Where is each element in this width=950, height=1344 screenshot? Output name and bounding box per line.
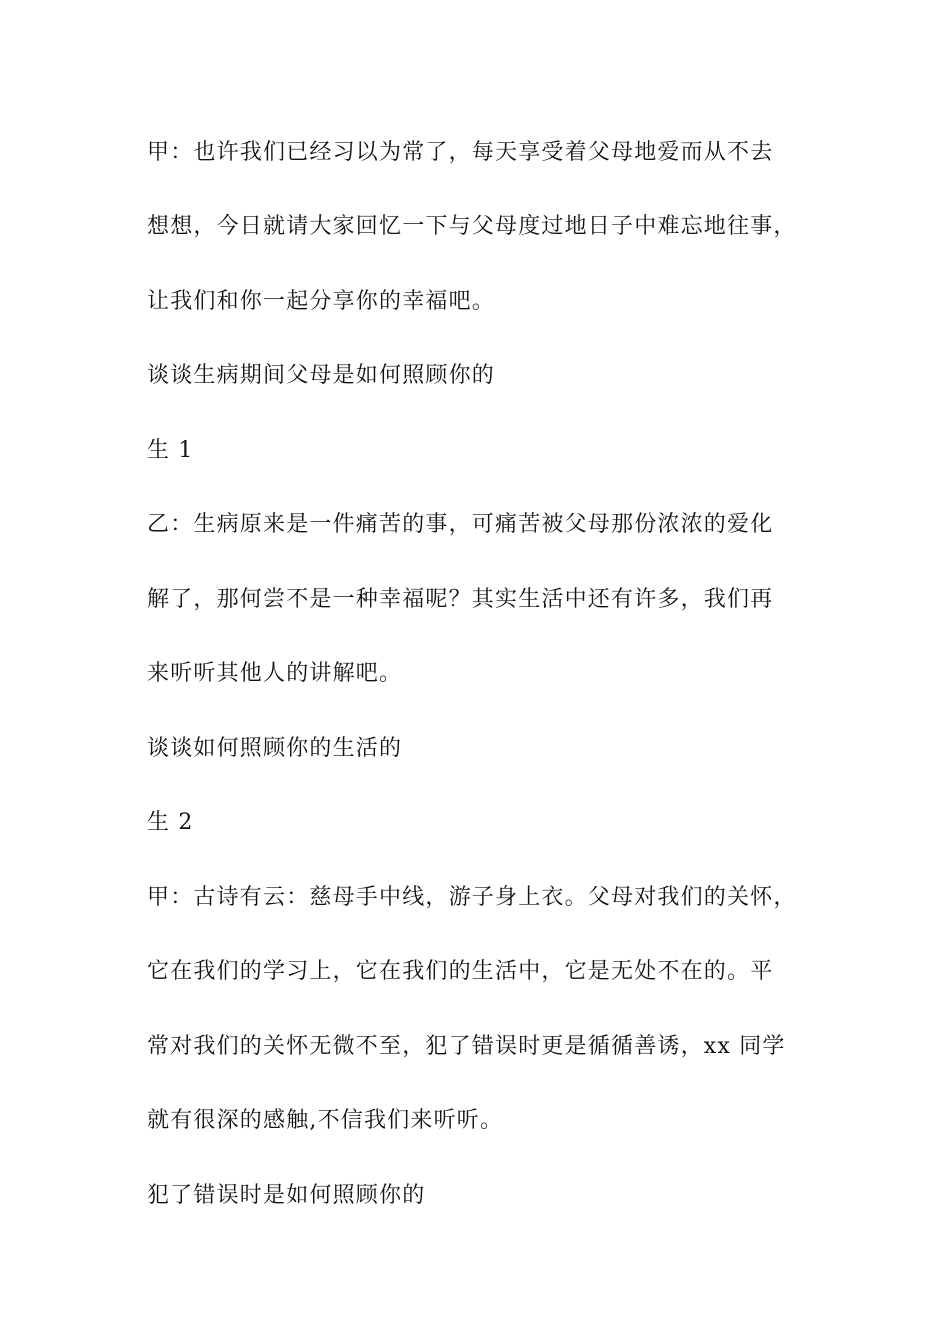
paragraph-line-11: 甲：古诗有云：慈母手中线，游子身上衣。父母对我们的关怀，: [147, 885, 797, 910]
paragraph-line-8: 来听听其他人的讲解吧。: [147, 661, 403, 686]
paragraph-line-2: 想想，今日就请大家回忆一下与父母度过地日子中难忘地往事，: [147, 214, 797, 239]
paragraph-line-6: 乙：生病原来是一件痛苦的事，可痛苦被父母那份浓浓的爱化: [147, 512, 774, 537]
student-label-2: 生 2: [147, 810, 194, 835]
section-heading-life: 谈谈如何照顾你的生活的: [147, 736, 403, 761]
paragraph-line-12: 它在我们的学习上，它在我们的生活中，它是无处不在的。平: [147, 959, 774, 984]
paragraph-line-3: 让我们和你一起分享你的幸福吧。: [147, 289, 496, 314]
paragraph-line-14: 就有很深的感触,不信我们来听听。: [147, 1108, 504, 1133]
paragraph-line-13: 常对我们的关怀无微不至，犯了错误时更是循循善诱，xx 同学: [147, 1034, 786, 1059]
paragraph-line-7: 解了，那何尝不是一种幸福呢？其实生活中还有许多，我们再: [147, 587, 774, 612]
student-label-1: 生 1: [147, 438, 194, 463]
paragraph-line-1: 甲：也许我们已经习以为常了，每天享受着父母地爱而从不去: [147, 140, 774, 165]
section-heading-mistake: 犯了错误时是如何照顾你的: [147, 1183, 426, 1208]
section-heading-sick: 谈谈生病期间父母是如何照顾你的: [147, 363, 496, 388]
